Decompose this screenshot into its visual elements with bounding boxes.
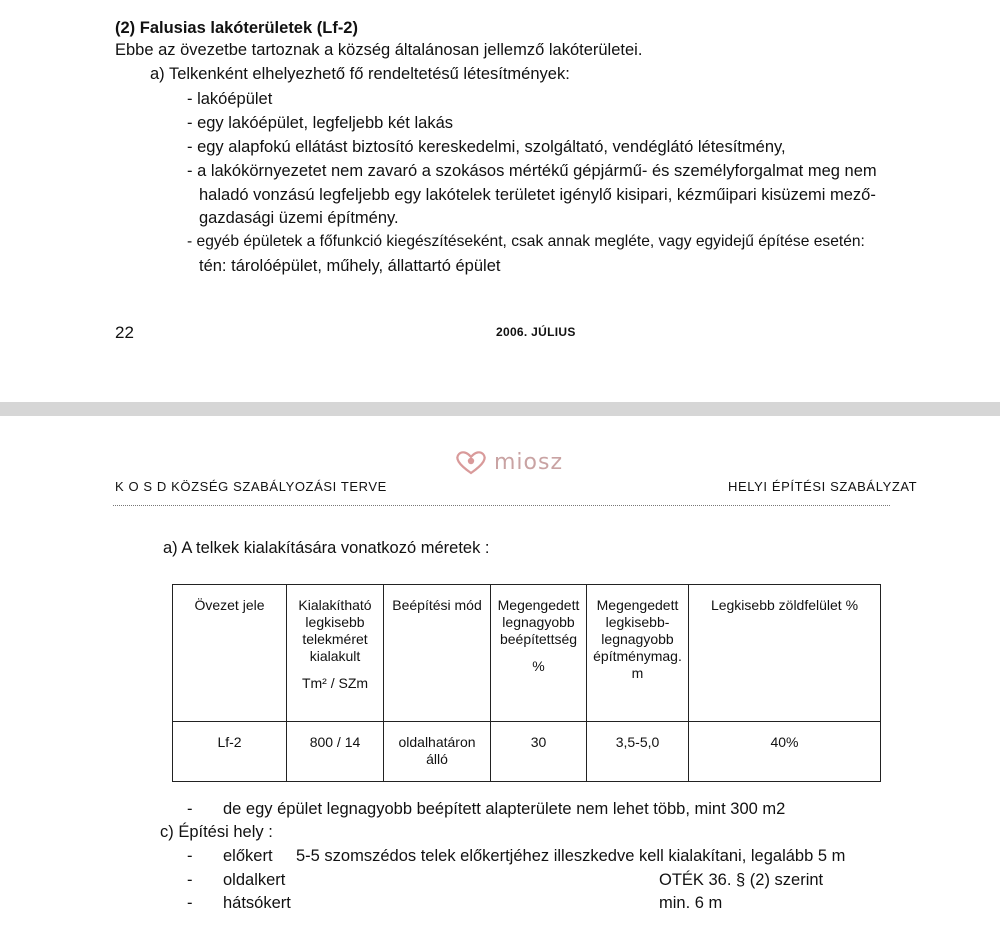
yard-dash: - [187,894,193,912]
section-a-title: a) A telkek kialakítására vonatkozó méretek : [163,539,490,557]
yard-value-rear: min. 6 m [659,894,723,912]
yard-label-front: előkert [223,847,273,865]
yard-value-front: 5-5 szomszédos telek előkertjéhez illeszkedve kell kialakítani, legalább 5 m [296,847,846,865]
bullet-item: - a lakókörnyezetet nem zavaró a szokásos mértékű gépjármű- és személyforgalmat meg nem [187,162,877,180]
dimensions-table [172,584,881,782]
yard-label-side: oldalkert [223,871,286,889]
bullet-continuation: gazdasági üzemi építmény. [199,209,399,227]
cell-coverage: 30 [491,722,587,782]
yard-dash: - [187,847,193,865]
heart-logo-icon [452,448,490,476]
section-c-title: c) Építési hely : [160,823,273,841]
note-text: de egy épület legnagyobb beépített alapterülete nem lehet több, mint 300 m2 [223,800,786,818]
header-cell-build-mode: Beépítési mód [384,585,491,722]
table-header-row [173,585,881,722]
running-header-right: HELYI ÉPÍTÉSI SZABÁLYZAT [728,479,918,494]
header-cell-height: Megengedett legkisebb- legnagyobb építménymag. m [587,585,689,722]
table-row [173,722,881,782]
intro-text: Ebbe az övezetbe tartoznak a község általánosan jellemző lakóterületei. [115,41,643,59]
yard-dash: - [187,871,193,889]
running-header-left: K O S D KÖZSÉG SZABÁLYOZÁSI TERVE [115,479,387,494]
bullet-item: - egy lakóépület, legfeljebb két lakás [187,114,453,132]
bullet-item: - egy alapfokú ellátást biztosító kereskedelmi, szolgáltató, vendéglátó létesítmény, [187,138,786,156]
cell-height: 3,5-5,0 [587,722,689,782]
page-separator [0,402,1000,416]
header-rule [113,505,890,506]
bullet-continuation: tén: tárolóépület, műhely, állattartó épület [199,257,501,275]
logo-text: miosz [494,449,564,475]
header-cell-green: Legkisebb zöldfelület % [689,585,881,722]
yard-label-rear: hátsókert [223,894,291,912]
note-dash: - [187,800,193,818]
cell-zone: Lf-2 [173,722,287,782]
item-a-label: a) Telkenként elhelyezhető fő rendeltetésű létesítmények: [150,65,570,83]
cell-lot-size: 800 / 14 [287,722,384,782]
cell-build-mode: oldalhatáron álló [384,722,491,782]
section-heading: (2) Falusias lakóterületek (Lf-2) [115,19,358,37]
cell-green: 40% [689,722,881,782]
header-cell-zone: Övezet jele [173,585,287,722]
yard-value-side: OTÉK 36. § (2) szerint [659,871,824,889]
watermark-logo [452,448,563,476]
header-cell-lot-size: Kialakítható legkisebb telekméret kialakult Tm² / SZm [287,585,384,722]
header-cell-coverage: Megengedett legnagyobb beépítettség % [491,585,587,722]
bullet-item: - egyéb épületek a főfunkció kiegészítéseként, csak annak megléte, vagy egyidejű építése esetén: [187,233,865,250]
footer-date: 2006. JÚLIUS [496,325,576,339]
bullet-item: - lakóépület [187,90,273,108]
bullet-continuation: haladó vonzású legfeljebb egy lakótelek területet igénylő kisipari, kézműipari kisüzemi mező- [199,186,876,204]
page-number: 22 [115,323,134,342]
